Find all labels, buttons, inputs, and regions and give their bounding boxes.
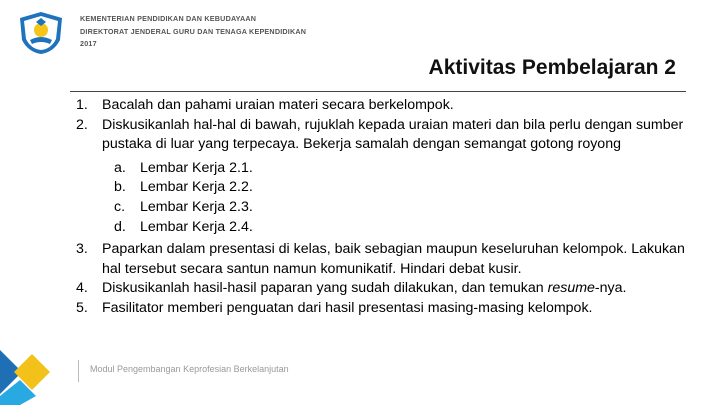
sub-number: d. <box>114 218 126 235</box>
footer-divider <box>78 360 79 382</box>
item-number: 4. <box>76 280 88 297</box>
list-item <box>76 240 686 279</box>
list-item <box>76 279 686 299</box>
item-number: 5. <box>76 299 88 316</box>
item-text: Fasilitator memberi penguatan dari hasil presentasi masing-masing kelompok. <box>102 299 593 316</box>
footer-text: Modul Pengembangan Keprofesian Berkelanjutan <box>90 364 289 374</box>
tut-wuri-handayani-logo-icon <box>16 10 66 56</box>
item-text: Paparkan dalam presentasi di kelas, baik sebagian maupun keseluruhan kelompok. Lakukan hal tersebut secara santun namun komunikatif. Hindari debat kusir. <box>102 241 685 277</box>
item-text <box>102 279 686 299</box>
sub-number: a. <box>114 159 126 176</box>
item-number: 2. <box>76 116 88 133</box>
org-line-1: KEMENTERIAN PENDIDIKAN DAN KEBUDAYAAN <box>80 14 257 23</box>
org-line-3: 2017 <box>80 39 97 48</box>
title-divider <box>70 91 686 92</box>
page-title: Aktivitas Pembelajaran 2 <box>428 56 676 79</box>
list-item <box>76 299 686 319</box>
item-number: 1. <box>76 97 88 113</box>
sub-text: Lembar Kerja 2.3. <box>140 198 253 215</box>
list-item <box>76 96 686 116</box>
activity-list <box>76 96 686 319</box>
organization-name <box>80 13 306 51</box>
sublist-item <box>114 159 686 179</box>
item-text-after: -nya. <box>594 280 627 297</box>
sublist-item <box>114 178 686 198</box>
header <box>16 10 306 56</box>
sub-number: c. <box>114 198 126 215</box>
corner-decoration-icon <box>0 340 60 405</box>
org-line-2: DIREKTORAT JENDERAL GURU DAN TENAGA KEPENDIDIKAN <box>80 26 307 36</box>
sublist-item <box>114 218 686 238</box>
sub-text: Lembar Kerja 2.1. <box>140 159 253 176</box>
sub-text: Lembar Kerja 2.4. <box>140 218 253 235</box>
sub-text: Lembar Kerja 2.2. <box>140 179 253 196</box>
item-text-before: Diskusikanlah hasil-hasil paparan yang sudah dilakukan, dan temukan <box>102 280 548 297</box>
sublist-item <box>114 198 686 218</box>
sub-number: b. <box>114 179 126 196</box>
list-item <box>76 116 686 155</box>
item-text-emphasis: resume <box>547 280 595 297</box>
item-text: Diskusikanlah hal-hal di bawah, rujuklah kepada uraian materi dan bila perlu dengan sumber pustaka di luar yang terpecaya. Bekerja samalah dengan semangat gotong royong <box>102 116 684 153</box>
item-number: 3. <box>76 241 88 258</box>
worksheet-sublist <box>114 159 686 237</box>
item-text: Bacalah dan pahami uraian materi secara berkelompok. <box>102 97 454 113</box>
